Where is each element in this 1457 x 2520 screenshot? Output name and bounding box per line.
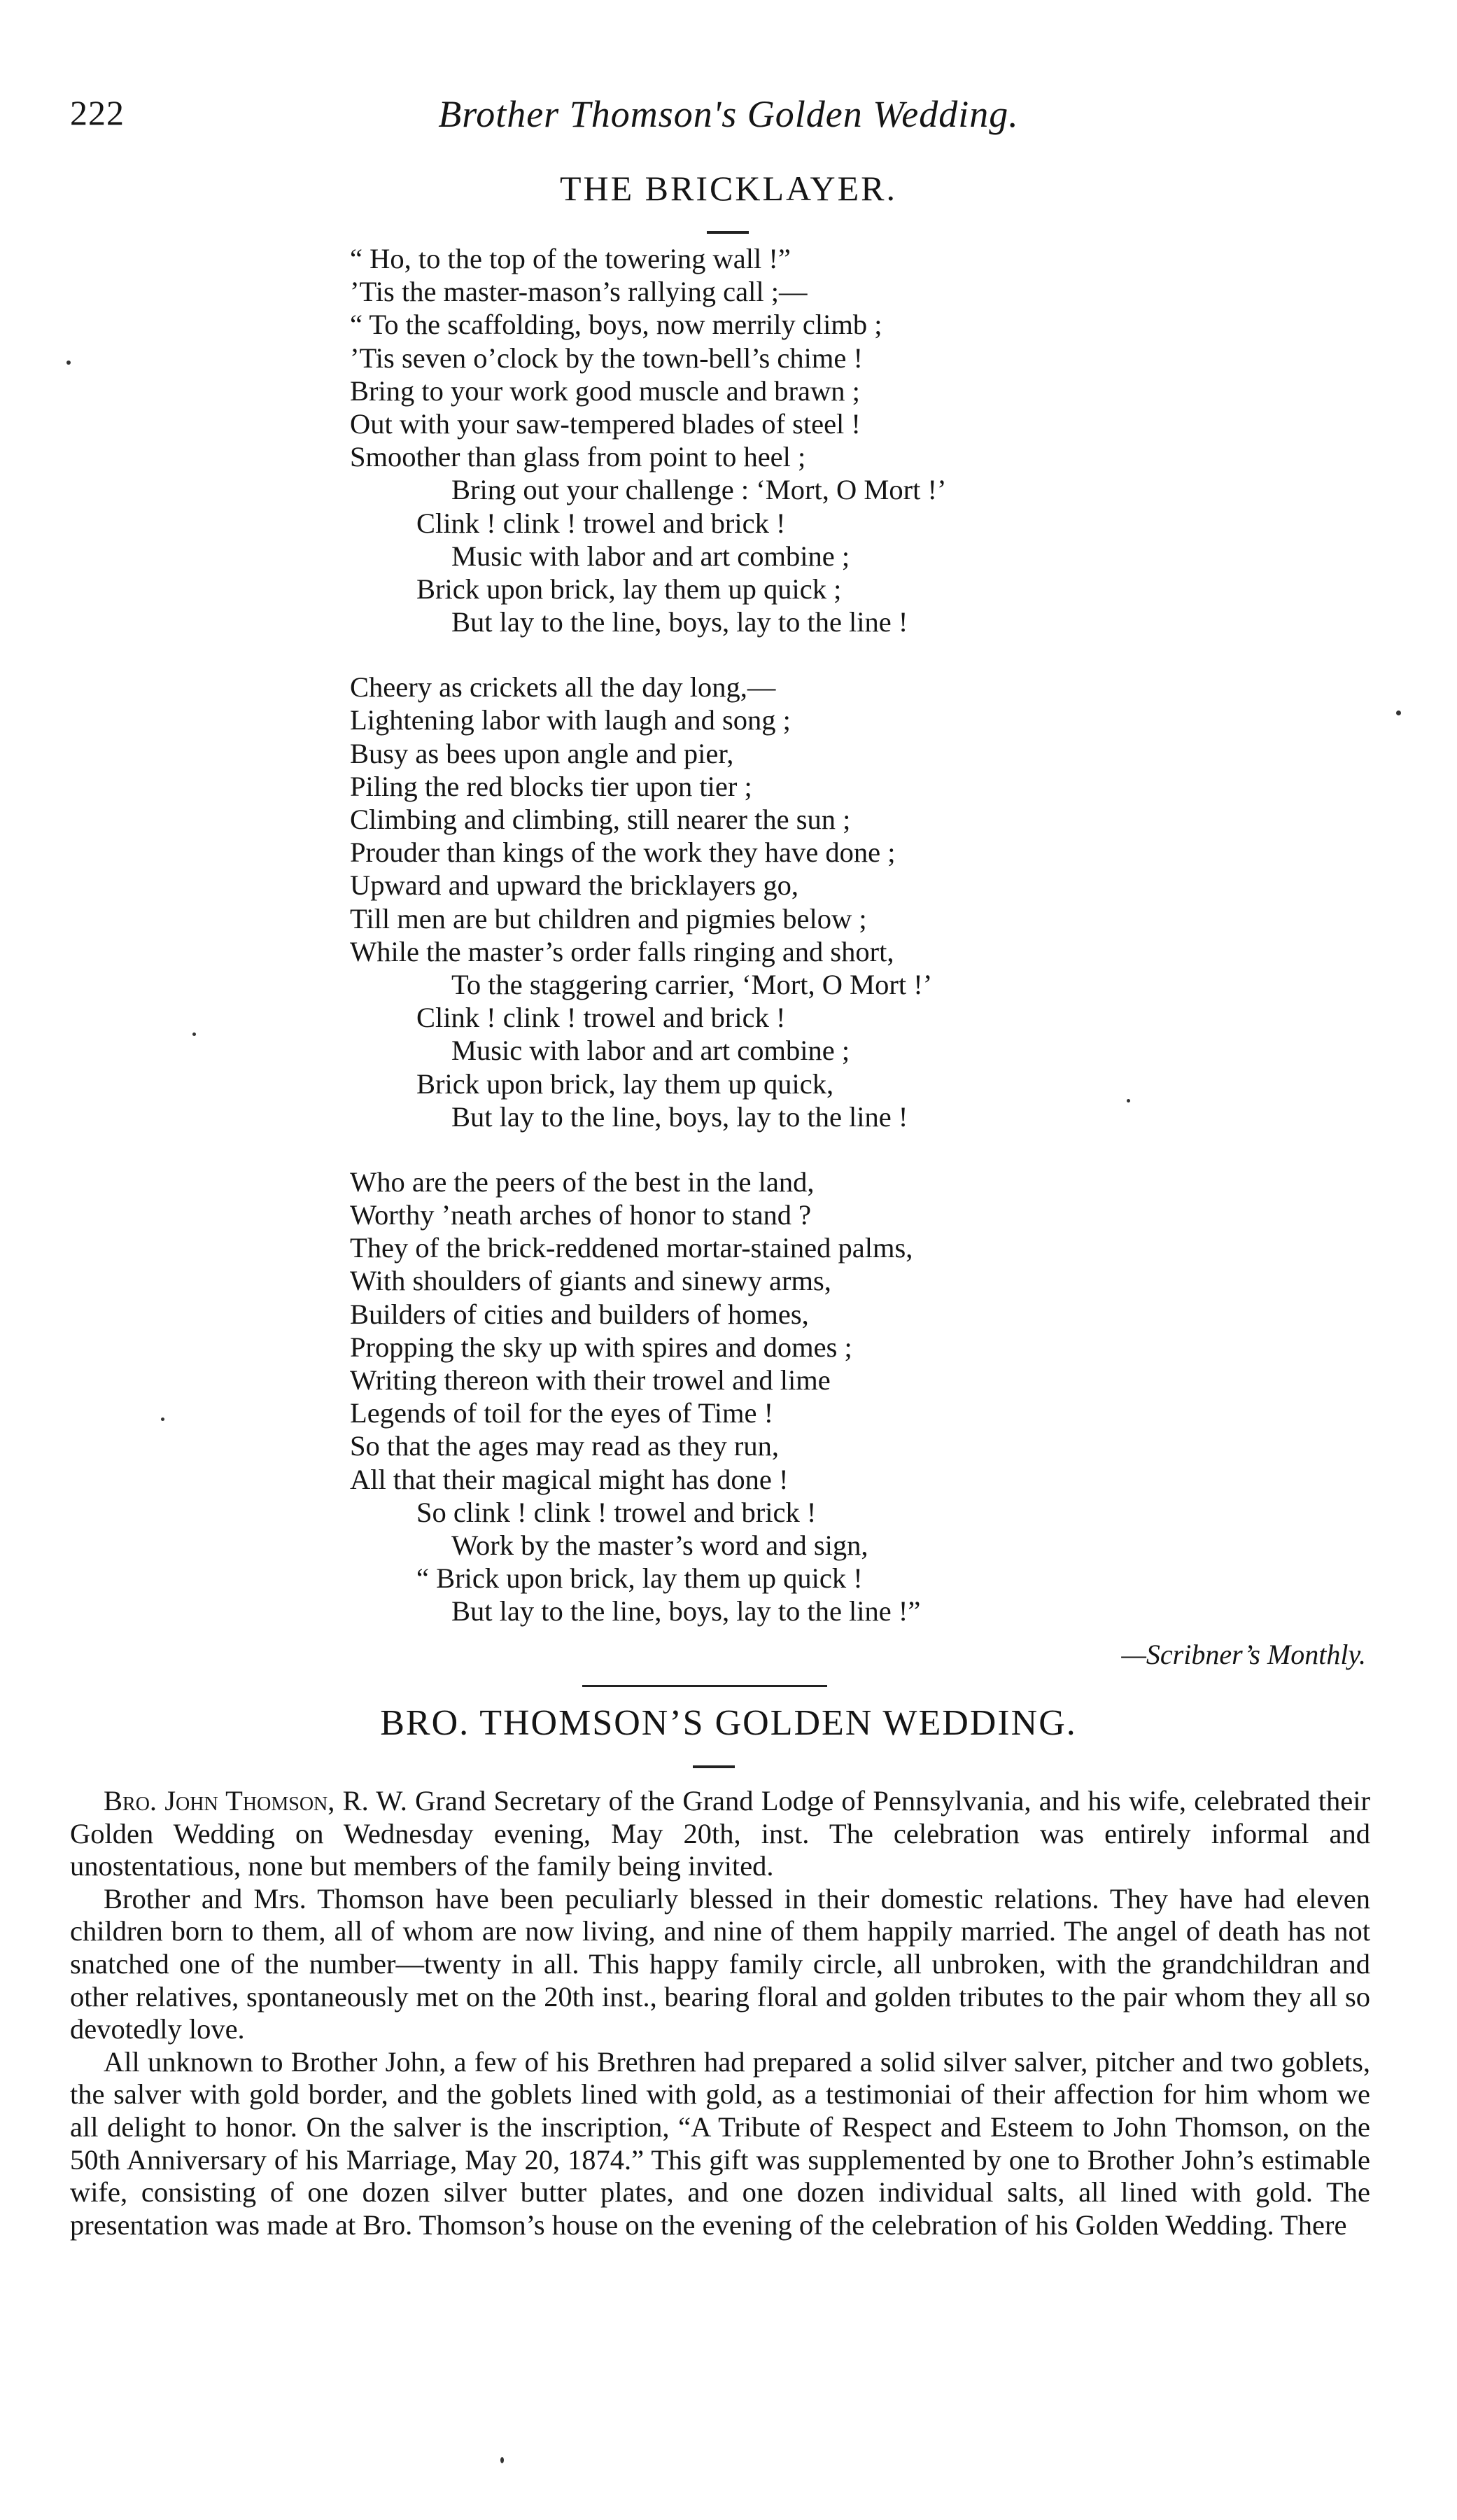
poem-line: ’Tis seven o’clock by the town-bell’s chime ! bbox=[350, 342, 863, 374]
poem-attribution: —Scribner’s Monthly. bbox=[1121, 1639, 1366, 1670]
poem-line: Writing thereon with their trowel and lime bbox=[350, 1364, 831, 1396]
poem-line: Busy as bees upon angle and pier, bbox=[350, 737, 734, 769]
poem-stanza bbox=[350, 671, 1400, 1133]
article-title: BRO. THOMSON’S GOLDEN WEDDING. bbox=[380, 1703, 1077, 1743]
poem-line: Clink ! clink ! trowel and brick ! bbox=[416, 507, 786, 539]
poem-line: They of the brick-reddened mortar-stained palms, bbox=[350, 1232, 913, 1264]
poem-line: Brick upon brick, lay them up quick ; bbox=[416, 573, 842, 605]
poem-line: “ To the scaffolding, boys, now merrily climb ; bbox=[350, 309, 882, 341]
poem-line: But lay to the line, boys, lay to the line !” bbox=[451, 1595, 921, 1628]
poem-line: To the staggering carrier, ‘Mort, O Mort !’ bbox=[451, 968, 933, 1000]
poem-line: ’Tis the master-mason’s rallying call ;— bbox=[350, 276, 808, 308]
poem-line: Cheery as crickets all the day long,— bbox=[350, 671, 776, 704]
poem-line: Propping the sky up with spires and domes ; bbox=[350, 1331, 852, 1363]
page-number: 222 bbox=[70, 93, 125, 132]
scan-speck bbox=[1127, 1099, 1130, 1102]
poem-stanza bbox=[350, 242, 1400, 638]
scan-speck bbox=[1396, 710, 1401, 715]
poem-stanza bbox=[350, 1166, 1400, 1628]
poem-line: So that the ages may read as they run, bbox=[350, 1430, 779, 1462]
section-rule bbox=[582, 1685, 827, 1687]
scan-speck bbox=[66, 360, 71, 365]
article-paragraph bbox=[70, 1785, 1370, 1883]
poem-line: Music with labor and art combine ; bbox=[451, 540, 850, 572]
poem-line: But lay to the line, boys, lay to the line ! bbox=[451, 1100, 908, 1133]
poem-line: Upward and upward the bricklayers go, bbox=[350, 869, 799, 902]
article-lead-smallcaps: Bro. John Thomson, bbox=[104, 1785, 335, 1816]
poem-line: With shoulders of giants and sinewy arms, bbox=[350, 1265, 831, 1297]
poem-line: Brick upon brick, lay them up quick, bbox=[416, 1068, 834, 1100]
poem-line: Work by the master’s word and sign, bbox=[451, 1529, 868, 1561]
poem-line: “ Ho, to the top of the towering wall !” bbox=[350, 243, 791, 274]
poem-line: Till men are but children and pigmies below ; bbox=[350, 902, 867, 934]
scan-speck bbox=[500, 2457, 504, 2463]
poem-line: Smoother than glass from point to heel ; bbox=[350, 441, 806, 473]
poem-title: THE BRICKLAYER. bbox=[559, 169, 898, 208]
poem-line: Worthy ’neath arches of honor to stand ? bbox=[350, 1199, 812, 1231]
poem-line: Legends of toil for the eyes of Time ! bbox=[350, 1397, 774, 1429]
article-title-dash bbox=[693, 1765, 735, 1768]
poem-line: Climbing and climbing, still nearer the sun ; bbox=[350, 804, 851, 835]
poem-line: Lightening labor with laugh and song ; bbox=[350, 704, 791, 736]
poem-line: But lay to the line, boys, lay to the line ! bbox=[451, 606, 908, 638]
title-dash bbox=[707, 231, 749, 234]
poem-line: Who are the peers of the best in the land, bbox=[350, 1166, 815, 1198]
page-header bbox=[70, 92, 1387, 141]
poem-line: Clink ! clink ! trowel and brick ! bbox=[416, 1002, 786, 1034]
poem-line: Prouder than kings of the work they have done ; bbox=[350, 836, 896, 869]
poem-line: While the master’s order falls ringing and short, bbox=[350, 935, 894, 967]
poem-line: Bring to your work good muscle and brawn ; bbox=[350, 374, 860, 407]
poem-line: All that their magical might has done ! bbox=[350, 1463, 789, 1495]
poem-line: Builders of cities and builders of homes, bbox=[350, 1298, 809, 1330]
poem-body bbox=[350, 242, 1400, 1660]
running-title: Brother Thomson's Golden Wedding. bbox=[438, 93, 1019, 135]
article-paragraph: All unknown to Brother John, a few of his Brethren had prepared a solid silver salver, pitcher and two goblets, the salver with gold border, and the goblets lined with gold, as a testimoniai of their affection for him whom we all delight to honor. On the salver is the inscription, “A Tribute of Respect and Esteem to John Thomson, on the 50th Anniversary of his Marriage, May 20, 1874.” This gift was supplemented by one to Brother John’s estimable wife, consisting of one dozen silver butter plates, and one dozen individual salts, all lined with gold. The presentation was made at Bro. Thomson’s house on the evening of the celebration of his Golden Wedding. There bbox=[70, 2045, 1370, 2241]
poem-line: “ Brick upon brick, lay them up quick ! bbox=[416, 1562, 863, 1595]
scan-speck bbox=[192, 1032, 196, 1036]
poem-line: Music with labor and art combine ; bbox=[451, 1035, 850, 1067]
scan-speck bbox=[161, 1418, 164, 1421]
poem-line: Piling the red blocks tier upon tier ; bbox=[350, 770, 752, 802]
poem-line: Bring out your challenge : ‘Mort, O Mort !’ bbox=[451, 474, 947, 506]
article-paragraph: Brother and Mrs. Thomson have been peculiarly blessed in their domestic relations. They have had eleven children born to them, all of whom are now living, and nine of them happily married. The angel of death has not snatched one of the number—twenty in all. This happy family circle, all unbroken, with the grandchildran and other relatives, spontaneously met on the 20th inst., bearing floral and golden tributes to the pair whom they all so devotedly love. bbox=[70, 1882, 1370, 2045]
article-body bbox=[70, 1785, 1370, 2241]
poem-line: So clink ! clink ! trowel and brick ! bbox=[416, 1496, 817, 1528]
article-paragraph-text: R. W. Grand Secretary of the Grand Lodge of Pennsylvania, and his wife, celebrated their Golden Wedding on Wednesday evening, May 20th, inst. The celebration was entirely informal and unostentatious, none but members of the family being invited. bbox=[70, 1785, 1370, 1882]
poem-line: Out with your saw-tempered blades of steel ! bbox=[350, 407, 861, 440]
